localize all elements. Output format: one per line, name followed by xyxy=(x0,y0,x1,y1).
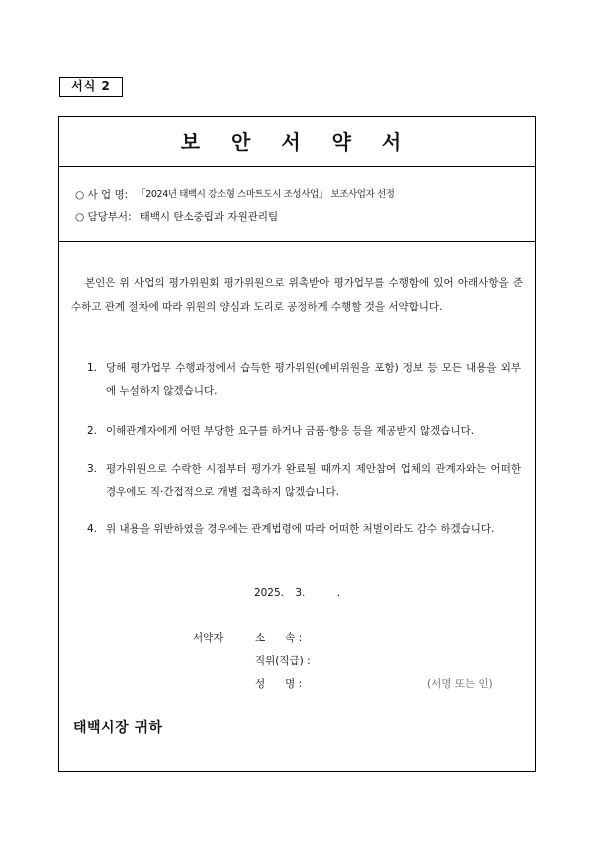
name-field: 성 명 : xyxy=(255,678,303,690)
date-year: 2025. xyxy=(253,587,284,599)
info-section xyxy=(75,184,395,228)
department-name: 태백시 탄소중립과 자원관리팀 xyxy=(139,211,279,223)
position-field: 직위(직급) : xyxy=(255,655,311,667)
pledge-date xyxy=(59,587,535,599)
signature-fields xyxy=(255,627,311,696)
pledge-item-2 xyxy=(87,420,521,443)
project-name: 「2024년 태백시 강소형 스마트도시 조성사업」 보조사업자 선정 xyxy=(136,189,395,200)
item-number: 3. xyxy=(87,463,98,475)
item-number: 1. xyxy=(87,362,98,374)
item-number: 2. xyxy=(87,425,98,437)
signature-note: (서명 또는 인) xyxy=(427,678,493,690)
pledge-paragraph: 본인은 위 사업의 평가위원회 평가위원으로 위촉받아 평가업무를 수행함에 있어 아래사항을 준수하고 관계 절차에 따라 위원의 양심과 도리로 공정하게 수행할 것을 서약합니다. xyxy=(71,277,523,313)
item-text: 위 내용을 위반하였을 경우에는 관계법령에 따라 어떠한 처벌이라도 감수 하겠습니다. xyxy=(106,523,495,535)
item-text: 이해관계자에게 어떤 부당한 요구를 하거나 금품·향응 등을 제공받지 않겠습니다. xyxy=(106,425,475,437)
item-text: 당해 평가업무 수행과정에서 습득한 평가위원(예비위원을 포함) 정보 등 모든 내용을 외부에 누설하지 않겠습니다. xyxy=(106,362,521,397)
item-text: 평가위원으로 수락한 시점부터 평가가 완료될 때까지 제안참여 업체의 관계자와는 어떠한 경우에도 직·간접적으로 개별 접촉하지 않겠습니다. xyxy=(106,463,521,498)
pledge-item-1 xyxy=(87,357,521,403)
pledger-label: 서약자 xyxy=(193,632,224,644)
project-row xyxy=(75,184,395,206)
department-label: ○ 담당부서: xyxy=(75,211,132,223)
pledge-item-4 xyxy=(87,518,521,541)
document-frame xyxy=(58,116,536,772)
addressee: 태백시장 귀하 xyxy=(73,720,163,736)
affiliation-field: 소 속 : xyxy=(255,632,303,644)
form-number-label: 서식 2 xyxy=(59,77,123,97)
project-label: ○ 사 업 명: xyxy=(75,189,129,201)
date-month: 3. xyxy=(295,587,306,599)
item-number: 4. xyxy=(87,523,98,535)
document-title: 보 안 서 약 서 xyxy=(59,117,535,167)
department-row xyxy=(75,206,395,228)
section-divider xyxy=(59,241,535,242)
date-day: . xyxy=(336,587,341,599)
pledge-item-3 xyxy=(87,458,521,504)
